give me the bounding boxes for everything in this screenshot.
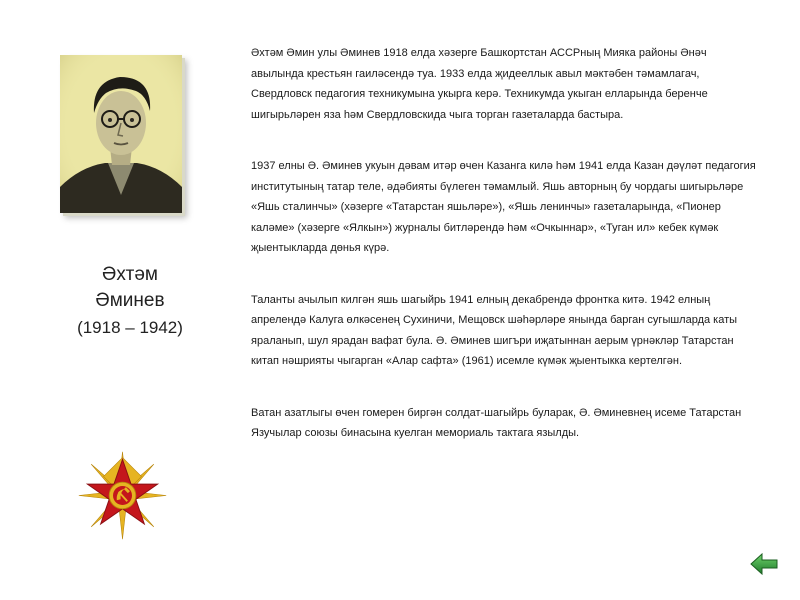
person-first-name: Әхтәм: [102, 264, 158, 285]
back-arrow-button[interactable]: [750, 553, 778, 575]
back-arrow-icon: [750, 553, 778, 575]
person-name: [70, 262, 190, 314]
biography-paragraph-2: 1937 елны Ә. Әминев укуын дәвам итәр өчен Казанга килә һәм 1941 елда Казан дәүләт педагогия институтының татар теле, әдәбияты бүлеген тәмамлый. Яшь авторның бу чордагы шигырьләре «Яшь сталинчы» (хәзерге «Татарстан яшьләре»), «Яшь ленинчы» газеталарында, «Пионер каләме» (хәзерге «Ялкын») журналы битләрендә һәм «Очкыннар», «Туган ил» кебек күмәк җыентыкларда дөнья күрә.: [251, 160, 756, 254]
order-of-patriotic-war-icon: [75, 448, 170, 543]
portrait-photo: [60, 55, 182, 213]
person-last-name: Әминев: [95, 290, 165, 311]
biography-text: [251, 43, 761, 444]
person-years: (1918 – 1942): [77, 318, 183, 337]
portrait-image: [60, 55, 182, 213]
biography-paragraph-3: Таланты ачылып килгән яшь шагыйрь 1941 елның декабрендә фронтка китә. 1942 елның апрелендә Калуга өлкәсенең Сухиничи, Мещовск шәһәрләре янында барган сугышларда каты яраланып, шул ярадан вафат була. Ә. Әминев шигъри иҗатыннан аерым үрнәкләр Татарстан китап нәшрияты чыгарган «Алар сафта» (1961) исемле күмәк җыентыкка кертелгән.: [251, 293, 738, 367]
biography-paragraph-1: Әхтәм Әмин улы Әминев 1918 елда хәзерге Башкортстан АССРның Мияка районы Әнәч авылында крестьян гаиләсендә туа. 1933 елда җидееллык авыл мәктәбен тәмамлагач, Свердловск педагогия техникумына укырга керә. Техникумда укыган елларында беренче шигырьләрен яза һәм Свердловскида чыга торган газеталарда бастыра.: [251, 47, 708, 121]
biography-paragraph-4: Ватан азатлыгы өчен гомерен биргән солдат-шагыйрь буларак, Ә. Әминевнең исеме Татарстан Язучылар союзы бинасына куелган мемориаль тактага язылды.: [251, 406, 742, 439]
